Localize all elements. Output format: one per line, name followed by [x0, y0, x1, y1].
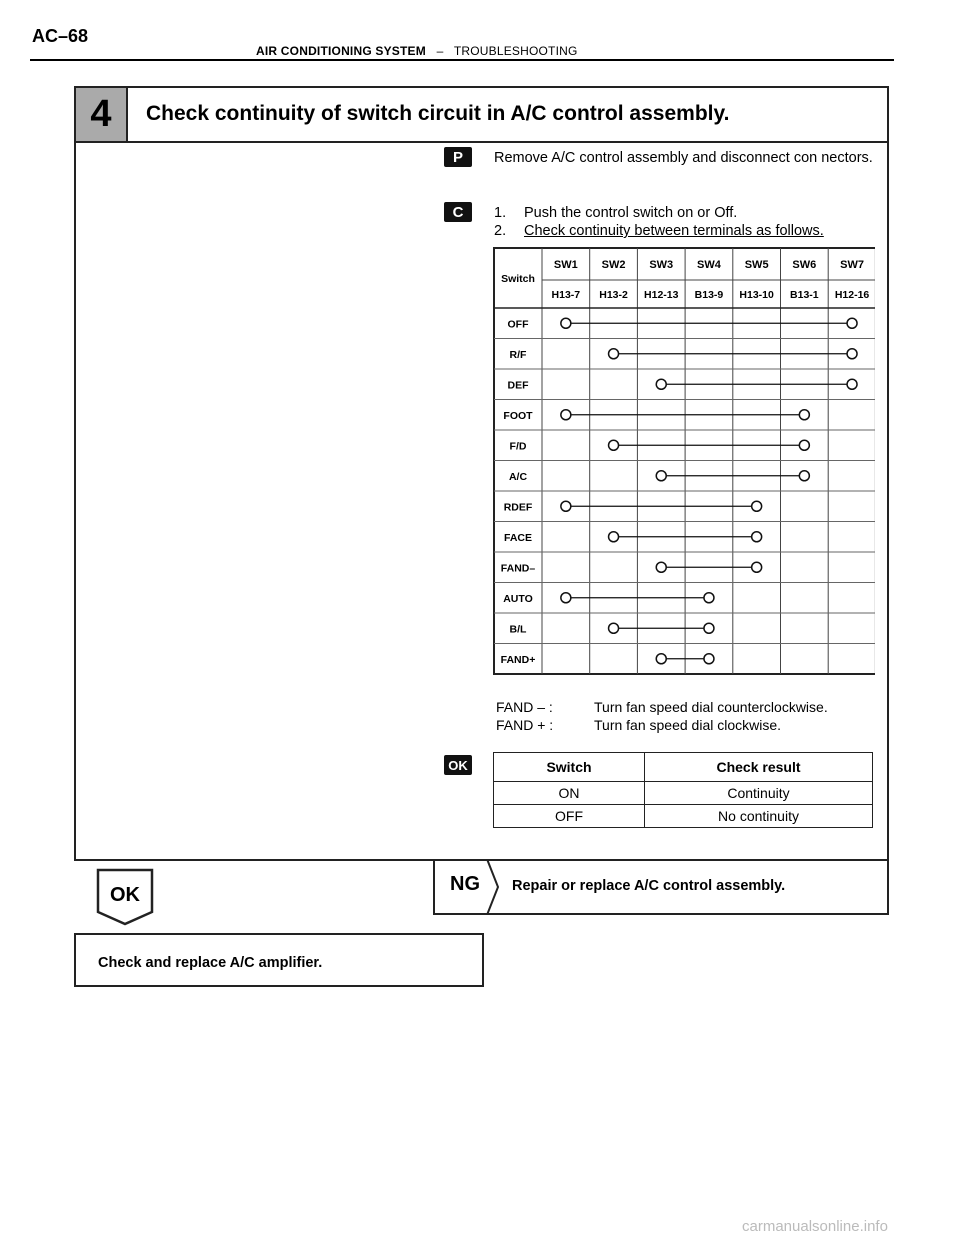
- terminal-label: H13-10: [739, 289, 774, 301]
- row-switch-label: R/F: [509, 348, 527, 361]
- prepare-icon: P: [444, 147, 472, 167]
- continuity-table: [493, 247, 875, 693]
- result-table: [493, 752, 873, 828]
- row-switch-label: AUTO: [503, 592, 533, 605]
- terminal-circle: [656, 471, 666, 481]
- switch-name: SW7: [840, 259, 864, 271]
- note-fand-minus: [496, 698, 828, 716]
- terminal-label: H12-13: [644, 289, 679, 301]
- terminal-label: H13-7: [551, 289, 581, 301]
- result-cell: No continuity: [645, 805, 873, 828]
- ng-label: NG: [450, 873, 480, 895]
- switch-name: SW3: [649, 259, 674, 271]
- terminal-circle: [609, 440, 619, 450]
- step-number: 4: [76, 88, 126, 141]
- terminal-circle: [752, 562, 762, 572]
- row-switch-label: B/L: [509, 623, 527, 636]
- table-row: [494, 805, 873, 828]
- section-header: [256, 44, 578, 58]
- terminal-circle: [609, 349, 619, 359]
- step-1-text: Push the control switch on or Off.: [524, 205, 738, 221]
- terminal-circle: [799, 471, 809, 481]
- terminal-circle: [847, 379, 857, 389]
- row-switch-label: F/D: [509, 440, 527, 453]
- terminal-label: B13-1: [790, 289, 819, 301]
- switch-name: SW5: [744, 259, 769, 271]
- switch-name: SW6: [792, 259, 817, 271]
- watermark: carmanualsonline.info: [742, 1218, 888, 1235]
- section-title: AIR CONDITIONING SYSTEM: [256, 44, 426, 58]
- row-switch-label: FOOT: [503, 409, 533, 422]
- page-number: AC–68: [32, 26, 89, 46]
- step-title: Check continuity of switch circuit in A/C control assembly.: [146, 102, 730, 125]
- terminal-label: B13-9: [694, 289, 724, 301]
- terminal-circle: [561, 410, 571, 420]
- row-switch-label: OFF: [507, 318, 529, 331]
- row-switch-label: A/C: [508, 470, 528, 483]
- table-row: [494, 782, 873, 805]
- check-icon: C: [444, 202, 472, 222]
- terminal-circle: [561, 501, 571, 511]
- row-switch-label: RDEF: [503, 501, 533, 514]
- terminal-circle: [656, 654, 666, 664]
- instruction-step-1: [494, 204, 737, 222]
- terminal-circle: [561, 593, 571, 603]
- terminal-circle: [656, 562, 666, 572]
- ok-tag: [96, 868, 154, 928]
- ok-tag-label: OK: [110, 884, 140, 906]
- subsection-title: TROUBLESHOOTING: [453, 44, 578, 58]
- chevron-right-icon: [486, 859, 500, 915]
- terminal-circle: [704, 593, 714, 603]
- step-1-number: 1.: [494, 205, 507, 221]
- terminal-circle: [847, 318, 857, 328]
- switch-corner-label: Switch: [501, 273, 535, 285]
- header-rule: [30, 59, 894, 61]
- terminal-circle: [561, 318, 571, 328]
- step-2-text: Check continuity between terminals as follows.: [524, 223, 824, 239]
- result-header-switch: Switch: [494, 753, 645, 782]
- terminal-label: H12-16: [834, 289, 870, 301]
- terminal-circle: [704, 623, 714, 633]
- terminal-circle: [609, 532, 619, 542]
- switch-name: SW4: [697, 259, 721, 271]
- next-action-text: Check and replace A/C amplifier.: [98, 955, 323, 971]
- terminal-circle: [752, 501, 762, 511]
- ng-action: Repair or replace A/C control assembly.: [512, 878, 786, 894]
- terminal-label: H13-2: [599, 289, 628, 301]
- switch-name: SW2: [601, 259, 626, 271]
- step-title-divider: [76, 141, 887, 143]
- note-key: FAND + :: [496, 717, 554, 733]
- section-separator: –: [436, 44, 444, 58]
- switch-name: SW1: [553, 259, 578, 271]
- instruction-step-2: [494, 222, 824, 240]
- result-cell: OFF: [494, 805, 645, 828]
- terminal-circle: [799, 440, 809, 450]
- note-fand-plus: [496, 716, 828, 734]
- result-header-row: [494, 753, 873, 782]
- note-text: Turn fan speed dial clockwise.: [594, 717, 782, 733]
- row-switch-label: FACE: [503, 531, 533, 544]
- terminal-circle: [752, 532, 762, 542]
- terminal-circle: [799, 410, 809, 420]
- step-number-divider: [126, 88, 128, 141]
- note-key: FAND – :: [496, 699, 553, 715]
- row-switch-label: DEF: [507, 379, 529, 392]
- note-text: Turn fan speed dial counterclockwise.: [594, 699, 828, 715]
- terminal-circle: [609, 623, 619, 633]
- row-switch-label: FAND+: [500, 653, 536, 666]
- result-header-check: Check result: [645, 753, 873, 782]
- terminal-circle: [656, 379, 666, 389]
- ok-icon: OK: [444, 755, 472, 775]
- terminal-circle: [847, 349, 857, 359]
- step-2-number: 2.: [494, 223, 507, 239]
- terminal-circle: [704, 654, 714, 664]
- row-switch-label: FAND–: [500, 562, 536, 575]
- result-cell: Continuity: [645, 782, 873, 805]
- result-cell: ON: [494, 782, 645, 805]
- fan-notes: [496, 698, 828, 734]
- prepare-instruction: Remove A/C control assembly and disconnect con nectors.: [494, 150, 873, 166]
